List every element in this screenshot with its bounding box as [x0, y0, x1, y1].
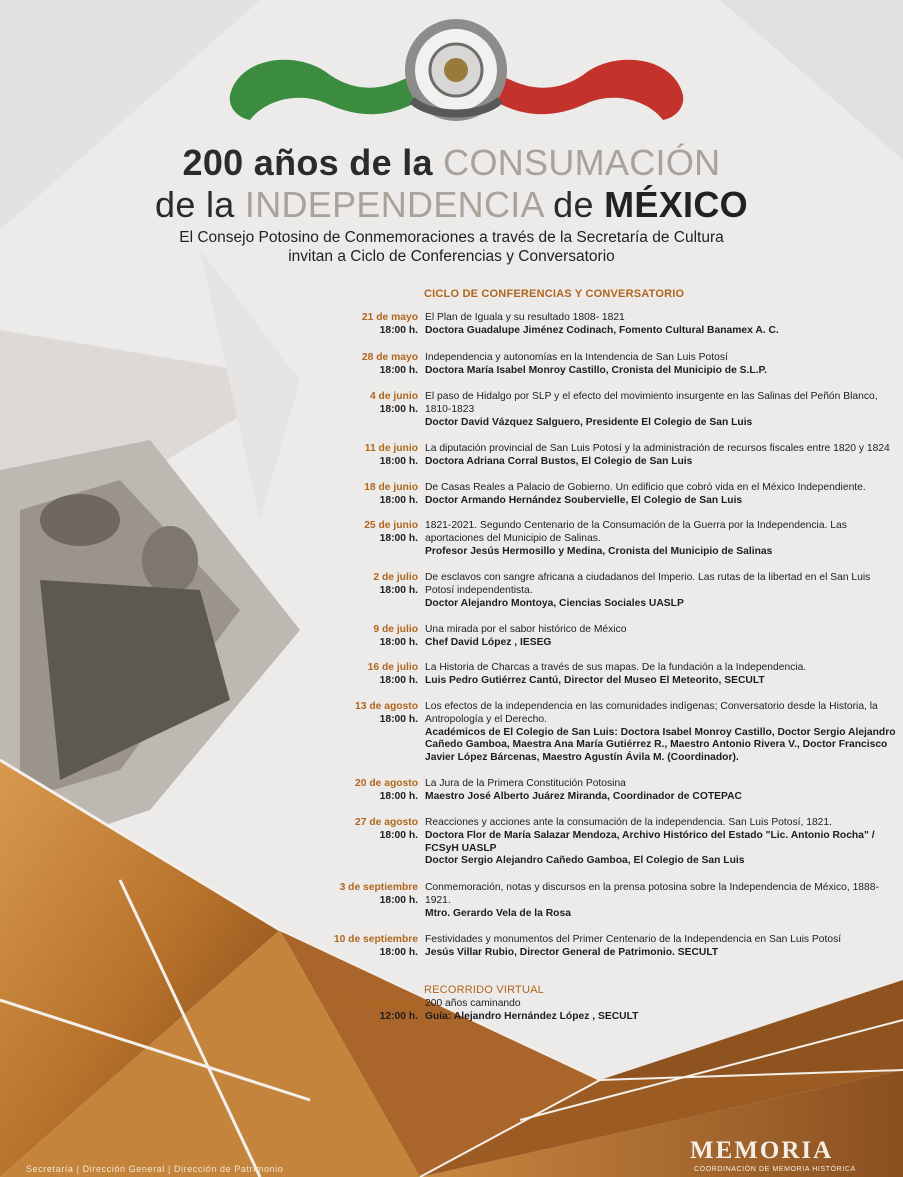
event-item: [300, 352, 900, 378]
event-topic: Reacciones y acciones ante la consumación de la independencia. San Luis Potosí, 1821.: [425, 817, 832, 828]
event-item: [300, 882, 900, 920]
event-topic: La Historia de Charcas a través de sus mapas. De la fundación a la Independencia.: [425, 662, 807, 673]
event-time: 18:00 h.: [379, 364, 418, 376]
event-item: [300, 312, 900, 338]
subtitle-line-1: El Consejo Potosino de Conmemoraciones a través de la Secretaría de Cultura: [179, 229, 724, 246]
event-speaker: Doctor Armando Hernández Soubervielle, El Colegio de San Luis: [425, 494, 743, 506]
event-time: 18:00 h.: [379, 829, 418, 841]
memoria-logo-subtitle: COORDINACIÓN DE MEMORIA HISTÓRICA: [694, 1166, 856, 1173]
event-date: 10 de septiembre: [333, 934, 418, 945]
event-time: 12:00 h.: [379, 1010, 418, 1022]
event-date: 3 de septiembre: [339, 882, 418, 893]
event-speaker: Chef David López , IESEG: [425, 636, 552, 648]
event-item: [300, 778, 900, 804]
event-time: 18:00 h.: [379, 455, 418, 467]
event-speaker: Doctor Alejandro Montoya, Ciencias Sociales UASLP: [425, 597, 684, 609]
event-date: 16 de julio: [367, 662, 418, 673]
event-date: 18 de junio: [364, 482, 418, 493]
event-date: 2 de julio: [373, 572, 418, 583]
event-item: [300, 817, 900, 868]
event-time: 18:00 h.: [379, 584, 418, 596]
title-line-2: [0, 184, 903, 226]
title-part: 200 años de la: [182, 142, 444, 183]
virtual-event: [300, 998, 900, 1024]
event-item: [300, 520, 900, 558]
event-item: [300, 624, 900, 650]
event-speaker: Guía: Alejandro Hernández López , SECULT: [425, 1010, 639, 1022]
title-part: de la: [155, 184, 245, 225]
event-topic: El paso de Hidalgo por SLP y el efecto del movimiento insurgente en las Salinas del Peñón Blanco, 1810-1823: [425, 391, 878, 415]
memoria-logo: MEMORIA: [690, 1137, 834, 1164]
event-item: [300, 482, 900, 508]
event-topic: De esclavos con sangre africana a ciudadanos del Imperio. Las rutas de la libertad en el San Luis Potosí independentista.: [425, 572, 871, 596]
event-date: 11 de junio: [364, 443, 418, 454]
event-date: 25 de junio: [364, 520, 418, 531]
event-topic: Independencia y autonomías en la Intendencia de San Luis Potosí: [425, 352, 728, 363]
event-speaker: Doctora Guadalupe Jiménez Codinach, Fomento Cultural Banamex A. C.: [425, 324, 779, 336]
event-time: 18:00 h.: [379, 494, 418, 506]
event-topic: De Casas Reales a Palacio de Gobierno. Un edificio que cobró vida en el México Independiente.: [425, 482, 866, 493]
event-item: [300, 443, 900, 469]
event-topic: La diputación provincial de San Luis Potosí y la administración de recursos fiscales entre 1820 y 1824: [425, 443, 890, 454]
event-time: 18:00 h.: [379, 532, 418, 544]
event-time: 18:00 h.: [379, 713, 418, 725]
title-highlight: INDEPENDENCIA: [244, 184, 543, 225]
event-speaker: Académicos de El Colegio de San Luis: Doctora Isabel Monroy Castillo, Doctor Sergio Alejandro Cañedo Gamboa, Maestra Ana María Gutiérrez R., Maestro Antonio Rivera V., Doctor Francisco Javier López Bárcenas, Maestro Agustín Ávila M. (Coordinador).: [425, 726, 896, 764]
event-topic: El Plan de Iguala y su resultado 1808- 1821: [425, 312, 625, 323]
event-date: 4 de junio: [369, 391, 418, 402]
event-speaker: Doctora Adriana Corral Bustos, El Colegio de San Luis: [425, 455, 693, 467]
event-date: 28 de mayo: [361, 352, 418, 363]
event-topic: Conmemoración, notas y discursos en la prensa potosina sobre la Independencia de México, 1888-1921.: [425, 882, 879, 906]
event-time: 18:00 h.: [379, 403, 418, 415]
event-date: 20 de agosto: [355, 778, 418, 789]
event-date: 13 de agosto: [355, 701, 418, 712]
event-topic: Una mirada por el sabor histórico de México: [425, 624, 627, 635]
event-speaker: Maestro José Alberto Juárez Miranda, Coordinador de COTEPAC: [425, 790, 742, 802]
event-speaker: Profesor Jesús Hermosillo y Medina, Cronista del Municipio de Salinas: [425, 545, 773, 557]
event-item: [300, 934, 900, 960]
event-date: 27 de agosto: [355, 817, 418, 828]
event-date: 21 de mayo: [361, 312, 418, 323]
subtitle: [0, 228, 903, 266]
event-time: 18:00 h.: [379, 324, 418, 336]
event-time: 18:00 h.: [379, 636, 418, 648]
title-part: de: [542, 184, 605, 225]
section-title: CICLO DE CONFERENCIAS Y CONVERSATORIO: [424, 288, 685, 300]
event-speaker: Doctora Flor de María Salazar Mendoza, Archivo Histórico del Estado "Lic. Antonio Rocha" / FCSyH UASLP: [425, 829, 875, 854]
event-time: 18:00 h.: [379, 674, 418, 686]
event-time: 18:00 h.: [379, 946, 418, 958]
title-highlight: CONSUMACIÓN: [443, 142, 721, 183]
event-topic: 1821-2021. Segundo Centenario de la Consumación de la Guerra por la Independencia. Las aportaciones del Municipio de Salinas.: [425, 520, 847, 544]
virtual-section-title: RECORRIDO VIRTUAL: [424, 984, 544, 996]
event-speaker: Doctora María Isabel Monroy Castillo, Cronista del Municipio de S.L.P.: [425, 364, 767, 376]
event-topic: Festividades y monumentos del Primer Centenario de la Independencia en San Luis Potosí: [425, 934, 842, 945]
event-item: [300, 662, 900, 688]
event-topic: La Jura de la Primera Constitución Potosina: [425, 778, 626, 789]
event-speaker-2: Doctor Sergio Alejandro Cañedo Gamboa, El Colegio de San Luis: [425, 855, 745, 867]
event-date: 9 de julio: [373, 624, 418, 635]
event-item: [300, 391, 900, 429]
event-date: 10 de septiembre: [333, 998, 418, 1009]
event-item: [300, 572, 900, 610]
event-time: 18:00 h.: [379, 790, 418, 802]
event-item: [300, 701, 900, 765]
event-speaker: Jesús Villar Rubio, Director General de Patrimonio. SECULT: [425, 946, 719, 958]
event-time: 18:00 h.: [379, 894, 418, 906]
event-topic: 200 años caminando: [425, 998, 521, 1009]
event-speaker: Doctor David Vázquez Salguero, Presidente El Colegio de San Luis: [425, 416, 753, 428]
subtitle-line-2: invitan a Ciclo de Conferencias y Conversatorio: [288, 248, 615, 265]
footer-credits: Secretaría | Dirección General | Dirección de Patrimonio: [26, 1164, 284, 1174]
event-speaker: Mtro. Gerardo Vela de la Rosa: [425, 907, 571, 919]
title-line-1: [0, 142, 903, 184]
title-part: MÉXICO: [604, 184, 748, 225]
event-speaker: Luis Pedro Gutiérrez Cantú, Director del Museo El Meteorito, SECULT: [425, 674, 765, 686]
event-topic: Los efectos de la independencia en las comunidades indígenas; Conversatorio desde la Historia, la Antropología y el Derecho.: [425, 701, 878, 725]
